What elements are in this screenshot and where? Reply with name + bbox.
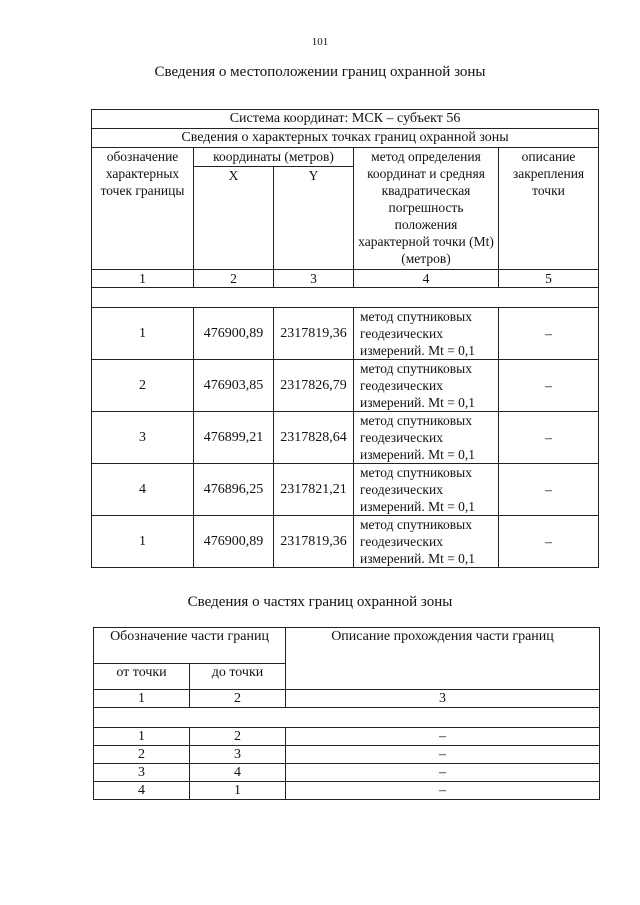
table-subtitle: Сведения о характерных точках границ охранной зоны (92, 129, 599, 148)
point-id: 2 (92, 360, 194, 412)
empty-row (94, 708, 600, 728)
table-row (94, 728, 600, 746)
to-point: 4 (190, 764, 286, 782)
coord-y: 2317819,36 (274, 308, 354, 360)
from-point: 4 (94, 782, 190, 800)
fixing: – (499, 464, 599, 516)
header-fixing: описание закрепления точки (499, 148, 599, 270)
table-row (92, 412, 599, 464)
table-row (94, 746, 600, 764)
table-row (94, 764, 600, 782)
section-title-parts: Сведения о частях границ охранной зоны (187, 594, 453, 610)
fixing: – (499, 308, 599, 360)
method: метод спутниковых геодезических измерений. Mt = 0,1 (354, 412, 499, 464)
header-description: Описание прохождения части границ (286, 628, 600, 690)
boundary-parts-table (93, 627, 600, 800)
column-number: 1 (94, 690, 190, 708)
section-title-boundaries: Сведения о местоположении границ охранной зоны (154, 64, 486, 80)
method: метод спутниковых геодезических измерений. Mt = 0,1 (354, 464, 499, 516)
header-y: Y (274, 167, 354, 270)
column-number: 5 (499, 270, 599, 288)
column-number: 2 (194, 270, 274, 288)
boundary-points-table (91, 109, 599, 568)
column-number: 1 (92, 270, 194, 288)
header-to: до точки (190, 664, 286, 690)
header-coordinates: координаты (метров) (194, 148, 354, 167)
coord-y: 2317819,36 (274, 516, 354, 568)
method: метод спутниковых геодезических измерений. Mt = 0,1 (354, 308, 499, 360)
coord-y: 2317826,79 (274, 360, 354, 412)
fixing: – (499, 412, 599, 464)
from-point: 2 (94, 746, 190, 764)
point-id: 1 (92, 516, 194, 568)
coord-x: 476896,25 (194, 464, 274, 516)
coord-y: 2317828,64 (274, 412, 354, 464)
fixing: – (499, 360, 599, 412)
method: метод спутниковых геодезических измерений. Mt = 0,1 (354, 360, 499, 412)
table-row (92, 516, 599, 568)
header-designation: обозначение характерных точек границы (92, 148, 194, 270)
coord-x: 476900,89 (194, 308, 274, 360)
part-description: – (286, 764, 600, 782)
point-id: 3 (92, 412, 194, 464)
column-number: 2 (190, 690, 286, 708)
fixing: – (499, 516, 599, 568)
column-number: 3 (274, 270, 354, 288)
to-point: 2 (190, 728, 286, 746)
to-point: 1 (190, 782, 286, 800)
column-number: 3 (286, 690, 600, 708)
table-row (94, 782, 600, 800)
to-point: 3 (190, 746, 286, 764)
column-number: 4 (354, 270, 499, 288)
coord-x: 476899,21 (194, 412, 274, 464)
coord-x: 476903,85 (194, 360, 274, 412)
header-part: Обозначение части границ (94, 628, 286, 664)
page-number: 101 (311, 36, 329, 48)
method: метод спутниковых геодезических измерений. Mt = 0,1 (354, 516, 499, 568)
header-method: метод определения координат и средняя квадратическая погрешность положения характерной точки (Mt) (метров) (354, 148, 499, 270)
table-row (92, 308, 599, 360)
part-description: – (286, 746, 600, 764)
from-point: 1 (94, 728, 190, 746)
empty-row (92, 288, 599, 308)
coordinate-system: Система координат: МСК – субъект 56 (92, 110, 599, 129)
table-row (92, 464, 599, 516)
table-row (92, 360, 599, 412)
from-point: 3 (94, 764, 190, 782)
point-id: 4 (92, 464, 194, 516)
point-id: 1 (92, 308, 194, 360)
coord-x: 476900,89 (194, 516, 274, 568)
coord-y: 2317821,21 (274, 464, 354, 516)
header-from: от точки (94, 664, 190, 690)
part-description: – (286, 782, 600, 800)
part-description: – (286, 728, 600, 746)
header-x: X (194, 167, 274, 270)
